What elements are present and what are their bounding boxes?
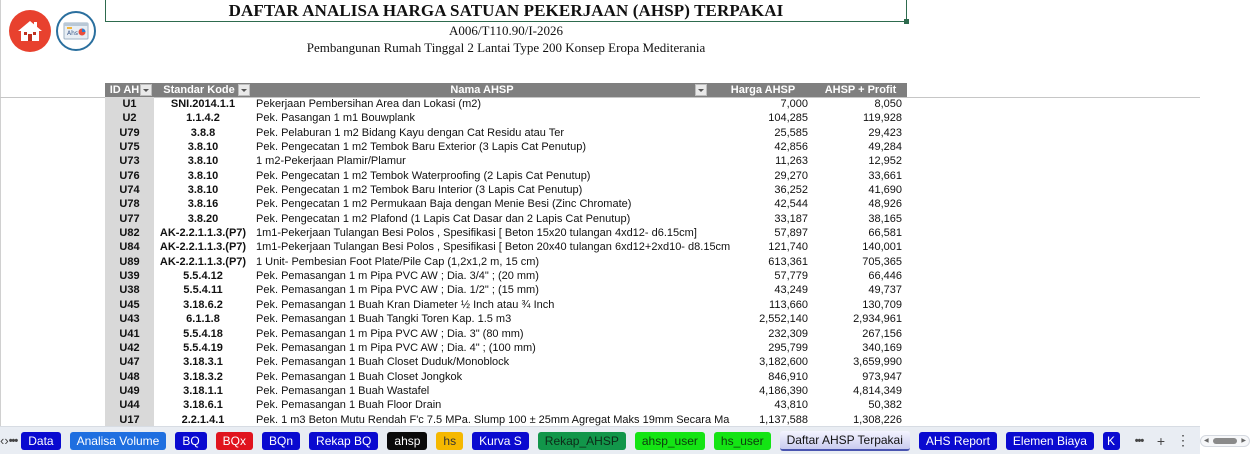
- cell-profit[interactable]: 130,709: [862, 298, 902, 311]
- table-header: [105, 83, 907, 97]
- cell-id[interactable]: U74: [105, 183, 154, 197]
- cell-nama[interactable]: Pek. Pemasangan 1 m Pipa PVC AW ; Dia. 3" (80 mm): [256, 327, 524, 340]
- cell-harga[interactable]: 104,285: [768, 112, 808, 125]
- table-row[interactable]: [105, 341, 907, 355]
- cell-harga[interactable]: 29,270: [774, 169, 808, 182]
- scroll-left-icon[interactable]: ◀: [1203, 438, 1209, 444]
- cell-profit[interactable]: 49,284: [868, 141, 902, 154]
- cell-kode[interactable]: SNI.2014.1.1: [170, 98, 236, 110]
- next-sheet-button[interactable]: ›: [4, 433, 9, 448]
- cell-profit[interactable]: 50,382: [868, 399, 902, 412]
- cell-id[interactable]: U38: [105, 283, 154, 297]
- cell-nama[interactable]: Pek. Pengecatan 1 m2 Plafond (1 Lapis Cat Dasar dan 2 Lapis Cat Penutup): [256, 212, 631, 225]
- cell-nama[interactable]: Pek. Pelaburan 1 m2 Bidang Kayu dengan Cat Residu atau Ter: [256, 126, 564, 139]
- more-sheets-right-button[interactable]: •••: [1134, 434, 1144, 447]
- cell-kode[interactable]: AK-2.2.1.1.3.(P7): [159, 227, 247, 240]
- cell-kode[interactable]: 3.8.10: [187, 155, 219, 168]
- cell-nama[interactable]: Pek. Pemasangan 1 m Pipa PVC AW ; Dia. 4" ; (100 mm): [256, 341, 536, 354]
- cell-kode[interactable]: 5.5.4.12: [183, 270, 223, 283]
- sheet-tab-bqn[interactable]: BQn: [262, 432, 300, 450]
- cell-profit[interactable]: 4,814,349: [853, 384, 902, 397]
- cell-nama[interactable]: Pek. Pemasangan 1 Buah Wastafel: [256, 384, 430, 397]
- table-row[interactable]: [105, 97, 907, 111]
- cell-profit[interactable]: 1,308,226: [853, 413, 902, 426]
- scroll-right-icon[interactable]: ▶: [1241, 438, 1246, 444]
- cell-id[interactable]: U49: [105, 384, 154, 398]
- cell-harga[interactable]: 3,182,600: [759, 356, 808, 369]
- sheet-tab-ahs-report[interactable]: AHS Report: [919, 432, 997, 450]
- table-row[interactable]: [105, 283, 907, 297]
- cell-profit[interactable]: 8,050: [874, 98, 902, 110]
- cell-profit[interactable]: 2,934,961: [853, 313, 902, 326]
- cell-id[interactable]: U44: [105, 398, 154, 412]
- cell-nama[interactable]: Pek. Pengecatan 1 m2 Permukaan Baja dengan Menie Besi (Zinc Chromate): [256, 198, 632, 211]
- cell-id[interactable]: U42: [105, 341, 154, 355]
- table-row[interactable]: [105, 398, 907, 412]
- cell-kode[interactable]: 2.2.1.4.1: [181, 413, 225, 426]
- cell-kode[interactable]: 3.18.1.1: [183, 384, 223, 397]
- cell-harga[interactable]: 42,544: [774, 198, 808, 211]
- sheet-tabs: [21, 431, 1126, 451]
- cell-harga[interactable]: 7,000: [780, 98, 808, 110]
- cell-profit[interactable]: 973,947: [862, 370, 902, 383]
- cell-kode[interactable]: 3.18.6.1: [183, 399, 223, 412]
- filter-dropdown-id[interactable]: [140, 84, 152, 96]
- cell-kode[interactable]: 3.8.10: [187, 141, 219, 154]
- table-row[interactable]: [105, 269, 907, 283]
- table-row[interactable]: [105, 226, 907, 240]
- cell-nama[interactable]: Pek. Pemasangan 1 m Pipa PVC AW ; Dia. 3/4" ; (20 mm): [256, 270, 539, 283]
- sheet-tab-daftar-ahsp-terpakai[interactable]: Daftar AHSP Terpakai: [780, 431, 910, 451]
- cell-id[interactable]: U84: [105, 240, 154, 254]
- cell-harga[interactable]: 57,897: [774, 227, 808, 240]
- cell-profit[interactable]: 66,446: [868, 270, 902, 283]
- cell-nama[interactable]: Pek. Pemasangan 1 Buah Floor Drain: [256, 399, 442, 412]
- cell-nama[interactable]: Pek. Pemasangan 1 m Pipa PVC AW ; Dia. 1/2" ; (15 mm): [256, 284, 539, 297]
- cell-nama[interactable]: 1 m2-Pekerjaan Plamir/Plamur: [256, 155, 406, 168]
- cell-nama[interactable]: Pek. Pemasangan 1 Buah Closet Jongkok: [256, 370, 463, 383]
- cell-kode[interactable]: AK-2.2.1.1.3.(P7): [159, 241, 247, 254]
- cell-harga[interactable]: 25,585: [774, 126, 808, 139]
- table-row[interactable]: [105, 298, 907, 312]
- cell-harga[interactable]: 33,187: [774, 212, 808, 225]
- prev-sheet-button[interactable]: ‹: [0, 433, 5, 448]
- ahsp-app-icon: [63, 21, 89, 41]
- tab-bar-controls: [1128, 432, 1250, 449]
- cell-kode[interactable]: 3.18.3.1: [183, 356, 223, 369]
- cell-id[interactable]: U78: [105, 197, 154, 211]
- cell-harga[interactable]: 36,252: [774, 184, 808, 197]
- more-sheets-left-button[interactable]: •••: [8, 434, 18, 447]
- cell-harga[interactable]: 121,740: [768, 241, 808, 254]
- cell-nama[interactable]: Pek. Pemasangan 1 Buah Kran Diameter ½ Inch atau ¾ Inch: [256, 298, 555, 311]
- cell-id[interactable]: U17: [105, 413, 154, 427]
- cell-nama[interactable]: 1m1-Pekerjaan Tulangan Besi Polos , Spesifikasi [ Beton 15x20 tulangan 4xd12- d6.15cm]: [256, 227, 697, 240]
- cell-kode[interactable]: 5.5.4.19: [183, 341, 223, 354]
- cell-kode[interactable]: 3.18.3.2: [183, 370, 223, 383]
- cell-id[interactable]: U2: [105, 111, 154, 125]
- cell-harga[interactable]: 2,552,140: [759, 313, 808, 326]
- cell-profit[interactable]: 38,165: [868, 212, 902, 225]
- ahsp-app-button[interactable]: [56, 11, 96, 51]
- cell-nama[interactable]: 1m1-Pekerjaan Tulangan Besi Polos , Spesifikasi [ Beton 20x40 tulangan 6xd12+2xd10- d8.15cm: [256, 241, 731, 254]
- table-row[interactable]: [105, 384, 907, 398]
- cell-kode[interactable]: 5.5.4.11: [183, 284, 223, 297]
- sheet-tab-rekap-ahsp[interactable]: Rekap_AHSP: [538, 432, 626, 450]
- sheet-tab-k[interactable]: K: [1103, 432, 1120, 450]
- sheet-options-button[interactable]: ⋮: [1175, 432, 1190, 448]
- cell-profit[interactable]: 49,737: [868, 284, 902, 297]
- column-header-harga: Harga AHSP: [730, 84, 796, 96]
- project-name: Pembangunan Rumah Tinggal 2 Lantai Type 200 Konsep Eropa Mediterania: [306, 40, 706, 55]
- sheet-tab-hs[interactable]: hs: [436, 432, 463, 450]
- cell-kode[interactable]: 3.8.10: [187, 169, 219, 182]
- sheet-tab-bqx[interactable]: BQx: [216, 432, 253, 450]
- cell-profit[interactable]: 3,659,990: [853, 356, 902, 369]
- column-header-profit: AHSP + Profit: [824, 84, 897, 96]
- cell-id[interactable]: U76: [105, 169, 154, 183]
- cell-harga[interactable]: 232,309: [768, 327, 808, 340]
- cell-id[interactable]: U47: [105, 355, 154, 369]
- sheet-tab-kurva-s[interactable]: Kurva S: [472, 432, 529, 450]
- cell-nama[interactable]: 1 Unit- Pembesian Foot Plate/Pile Cap (1,2x1,2 m, 15 cm): [256, 255, 540, 268]
- column-header-nama: Nama AHSP: [252, 83, 712, 97]
- cell-harga[interactable]: 1,137,588: [759, 413, 808, 426]
- cell-id[interactable]: U45: [105, 298, 154, 312]
- sheet-tab-data[interactable]: Data: [21, 432, 60, 450]
- horizontal-scrollbar[interactable]: [1200, 435, 1250, 447]
- cell-id[interactable]: U89: [105, 255, 154, 269]
- add-sheet-button[interactable]: +: [1156, 432, 1166, 449]
- cell-nama[interactable]: Pek. Pengecatan 1 m2 Tembok Waterproofing (2 Lapis Cat Penutup): [256, 169, 591, 182]
- svg-text:Ahs: Ahs: [67, 30, 79, 37]
- cell-profit[interactable]: 119,928: [863, 112, 902, 125]
- home-icon: [17, 19, 43, 43]
- cell-id[interactable]: U1: [105, 97, 154, 111]
- cell-harga[interactable]: 613,361: [768, 255, 808, 268]
- cell-profit[interactable]: 705,365: [862, 255, 902, 268]
- column-header-id: ID AH: [105, 83, 154, 97]
- cell-id[interactable]: U41: [105, 327, 154, 341]
- cell-id[interactable]: U39: [105, 269, 154, 283]
- table-row[interactable]: [105, 197, 907, 211]
- cell-nama[interactable]: Pek. 1 m3 Beton Mutu Rendah F'c 7.5 MPa. Slump 100 ± 25mm Agregat Maks 19mm Secara Ma: [256, 413, 730, 426]
- sheet-tab-ahsp-user[interactable]: ahsp_user: [635, 432, 705, 450]
- sheet-tab-hs-user[interactable]: hs_user: [714, 432, 771, 450]
- cell-kode[interactable]: 3.8.10: [187, 184, 219, 197]
- cell-profit[interactable]: 12,952: [868, 155, 902, 168]
- cell-harga[interactable]: 43,810: [774, 399, 808, 412]
- cell-kode[interactable]: 5.5.4.18: [183, 327, 223, 340]
- column-divider: [0, 0, 1, 426]
- cell-profit[interactable]: 267,156: [862, 327, 902, 340]
- cell-harga[interactable]: 57,779: [774, 270, 808, 283]
- cell-harga[interactable]: 11,263: [775, 155, 808, 168]
- cell-nama[interactable]: Pek. Pengecatan 1 m2 Tembok Baru Interior (3 Lapis Cat Penutup): [256, 184, 583, 197]
- column-header-kode: Standar Kode: [154, 83, 252, 97]
- cell-kode[interactable]: 3.8.16: [187, 198, 219, 211]
- table-row[interactable]: [105, 154, 907, 168]
- cell-id[interactable]: U48: [105, 370, 154, 384]
- cell-nama[interactable]: Pek. Pengecatan 1 m2 Tembok Baru Exterior (3 Lapis Cat Penutup): [256, 141, 586, 154]
- cell-profit[interactable]: 66,581: [868, 227, 902, 240]
- table-row[interactable]: [105, 183, 907, 197]
- home-button[interactable]: [9, 10, 51, 52]
- cell-harga[interactable]: 846,910: [768, 370, 808, 383]
- cell-kode[interactable]: 3.8.8: [190, 126, 216, 139]
- table-row[interactable]: [105, 413, 907, 427]
- cell-profit[interactable]: 48,926: [868, 198, 902, 211]
- table-row[interactable]: [105, 255, 907, 269]
- cell-id[interactable]: U77: [105, 212, 154, 226]
- filter-dropdown-kode[interactable]: [238, 84, 250, 96]
- cell-kode[interactable]: 3.8.20: [187, 212, 219, 225]
- table-row[interactable]: [105, 111, 907, 125]
- cell-profit[interactable]: 41,690: [868, 184, 902, 197]
- sheet-tab-bq[interactable]: BQ: [175, 432, 206, 450]
- table-row[interactable]: [105, 312, 907, 326]
- cell-profit[interactable]: 33,661: [868, 169, 902, 182]
- title-cell[interactable]: [105, 0, 907, 22]
- cell-harga[interactable]: 42,856: [774, 141, 808, 154]
- cell-harga[interactable]: 4,186,390: [759, 384, 808, 397]
- cell-nama[interactable]: Pek. Pemasangan 1 Buah Tangki Toren Kap. 1.5 m3: [256, 313, 512, 326]
- cell-profit[interactable]: 140,001: [862, 241, 902, 254]
- cell-harga[interactable]: 113,660: [769, 298, 808, 311]
- cell-nama[interactable]: Pekerjaan Pembersihan Area dan Lokasi (m2): [256, 98, 482, 110]
- table-row[interactable]: [105, 212, 907, 226]
- scrollbar-thumb[interactable]: [1213, 438, 1237, 444]
- cell-profit[interactable]: 29,423: [868, 126, 902, 139]
- ahsp-table: [105, 83, 907, 427]
- sheet-tab-rekap-bq[interactable]: Rekap BQ: [309, 432, 378, 450]
- cell-harga[interactable]: 43,249: [774, 284, 808, 297]
- cell-id[interactable]: U82: [105, 226, 154, 240]
- cell-nama[interactable]: Pek. Pasangan 1 m1 Bouwplank: [256, 112, 415, 125]
- sheet-tab-ahsp[interactable]: ahsp: [387, 432, 427, 450]
- page-title: DAFTAR ANALISA HARGA SATUAN PEKERJAAN (AHSP) TERPAKAI: [228, 0, 784, 20]
- table-row[interactable]: [105, 140, 907, 154]
- document-code: A006/T110.90/I-2026: [449, 23, 563, 38]
- cell-harga[interactable]: 295,799: [768, 341, 808, 354]
- table-row[interactable]: [105, 126, 907, 140]
- table-row[interactable]: [105, 355, 907, 369]
- cell-id[interactable]: U73: [105, 154, 154, 168]
- cell-kode[interactable]: 6.1.1.8: [186, 313, 220, 326]
- cell-id[interactable]: U75: [105, 140, 154, 154]
- table-body: [105, 97, 907, 427]
- cell-kode[interactable]: 3.18.6.2: [183, 298, 223, 311]
- table-row[interactable]: [105, 370, 907, 384]
- filter-dropdown-nama[interactable]: [695, 84, 707, 96]
- sheet-tab-analisa-volume[interactable]: Analisa Volume: [70, 432, 167, 450]
- cell-profit[interactable]: 340,169: [862, 341, 902, 354]
- cell-kode[interactable]: 1.1.4.2: [186, 112, 220, 125]
- sheet-tab-elemen-biaya[interactable]: Elemen Biaya: [1006, 432, 1094, 450]
- cell-id[interactable]: U43: [105, 312, 154, 326]
- table-row[interactable]: [105, 169, 907, 183]
- cell-id[interactable]: U79: [105, 126, 154, 140]
- table-row[interactable]: [105, 240, 907, 254]
- sheet-tab-bar: [0, 426, 1246, 454]
- cell-nama[interactable]: Pek. Pemasangan 1 Buah Closet Duduk/Monoblock: [256, 356, 510, 369]
- cell-kode[interactable]: AK-2.2.1.1.3.(P7): [159, 255, 247, 268]
- table-row[interactable]: [105, 327, 907, 341]
